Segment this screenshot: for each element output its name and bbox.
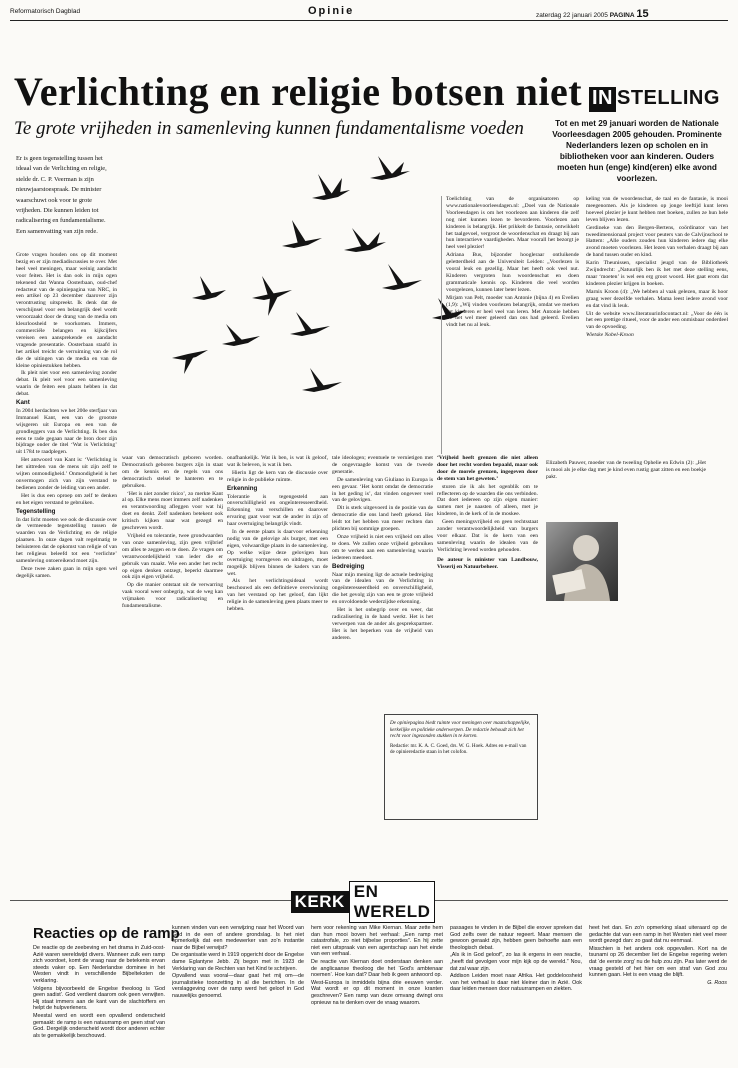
article-col2-p2: ‘Het is niet zonder risico’, zo merkte Kant al op. Elke mens moet immers zelf nadenken en verantwoording afleggen voor wat hij doet en denkt. Zelf nadenken betekent ook kritisch kijken naar wat gezegd en geschreven wordt. bbox=[122, 490, 223, 532]
bottom-heading: Reacties op de ramp bbox=[33, 925, 180, 942]
kerk-label: KERK bbox=[291, 891, 349, 913]
bottom-col1-p1: De reactie op de zeebeving en het drama in Zuid-oost-Azië waren wereldwijd divers. Wanneer zulk een ramp zich voordoet, komt de vraag naar de betekenis ervan steeds vaker op. Een Nederlandse dominee in het Westen vindt in verschillende Bijbelteksten de verklaring. bbox=[33, 945, 165, 984]
goose-3 bbox=[282, 220, 322, 248]
goose-6 bbox=[252, 276, 292, 316]
goose-1 bbox=[312, 174, 350, 200]
bottom-col2-p1: kunnen vinden van een verwijzing naar het Woord van God in de een of andere grondslag. Is het niet opmerkelijk dat een medewerker van zo'n instantie naar de Bijbel verwijst? bbox=[172, 925, 304, 951]
article-col3-p1: onafhankelijk. Wat ik ben, is wat ik geloof, wat ik beleven, is wat ik ben. bbox=[227, 455, 328, 468]
bottom-col4-p2: „Als ik in God geloof”, zo las ik ergens in een reactie, „heeft dat gevolgen voor mijn kijk op de wereld.” Nou, dat zal waar zijn. bbox=[450, 952, 582, 972]
stelling-col1-p1: Toelichting van de organisatoren op www.nationalevoorleesdagen.nl: „Doel van de Nationale Voorleesdagen is om het voorlezen aan kinderen die zelf nog niet kunnen lezen te bevorderen. Voorlezen aan kinderen is belangrijk. Het prikkelt de fantasie, ontwikkelt het taalgevoel, vergroot de woordenschat en draagt bij aan hun interactieve vaardigheden. Maar voorall het bezorgt je heel veel plezier! bbox=[446, 196, 579, 251]
masthead-paper-name: Reformatorisch Dagblad bbox=[10, 8, 81, 15]
article-kant-p3: Het is dus een oproep om zelf te denken en het eigen verstand te gebruiken. bbox=[16, 492, 117, 506]
wereld-label: EN WERELD bbox=[349, 881, 436, 923]
stelling-intro: Tot en met 29 januari worden de Nationale Voorleesdagen 2005 gehouden. Prominente Nederlanders lezen op scholen en in bibliotheken voor aan kinderen. Ouders moeten hun (enge) kind(eren) elke avond voorlezen. bbox=[552, 119, 722, 183]
article-col5-p3: Geen meningsvrijheid en geen rechtsstaat zonder verantwoordelijkheid van burgers voor elkaar. Dat is de kern van een samenleving waarin de idealen van de Verlichting levend worden gehouden. bbox=[437, 519, 538, 553]
article-kant-p2: Het antwoord van Kant is: ‘Verlichting is het uittreden van de mens uit zijn zelf te wijten onmondigheid.’ Onmondigheid is het onvermogen zich van zijn verstand te bedienen zonder de leiding van een ander. bbox=[16, 457, 117, 491]
stelling-signature: Wietske Nobel-Kroon bbox=[586, 332, 634, 339]
goose-8 bbox=[192, 276, 226, 300]
article-signature: De auteur is minister van Landbouw, Visserij en Natuurbeheer. bbox=[437, 556, 538, 570]
bottom-column-5 bbox=[589, 925, 727, 1063]
goose-2 bbox=[370, 156, 410, 180]
masthead-date-line bbox=[536, 8, 649, 20]
article-heading-tegenstelling: Tegenstelling bbox=[16, 507, 56, 515]
article-subhead: Te grote vrijheden in samenleving kunnen fundamentalisme voeden bbox=[14, 118, 524, 139]
stelling-column-1 bbox=[441, 196, 579, 454]
bottom-col4-p3: Addison Leiden moet naar Afrika. Het goddeloosheid van het verhaal is daar niet kleiner dan in Azië. Ook daar leiden mensen door natuurrampen en ziekten. bbox=[450, 973, 582, 993]
in-stelling-label-stelling: STELLING bbox=[617, 87, 720, 109]
article-col2-p1: waar van democratisch geboren worden. Democratisch geboren burgers zijn in staat om de kennis en de regels van ons democratisch stelsel te hanteren en te gebruiken. bbox=[122, 455, 223, 489]
article-erkenning-p3: Als het verlichtingsideaal wordt beschouwd als een definitieve overwinning van het verstand op het geloof, dan lijkt religie in de samenleving geen plaats meer te hebben. bbox=[227, 578, 328, 613]
article-col4-p3: Dit is sterk uitgevoerd in de positie van de democratie die ons land heeft gekend. Het leidt tot het hebben van meer rechten dan plichten bij sommige groepen. bbox=[332, 505, 433, 533]
article-intro: Er is geen tegenstelling tussen het ideaal van de Verlichting en religie, stelde dr. C. P. Veerman is zijn nieuwjaarstoespraak. De minister waarschuwt ook voor te grote vrijheden. Die kunnen leiden tot radicalisering en fundamentalisme. Een samenvatting van zijn rede. bbox=[16, 155, 107, 235]
article-col3-p2: Hierin ligt de kern van de discussie over religie in de publieke ruimte. bbox=[227, 469, 328, 483]
article-column-3 bbox=[227, 455, 328, 873]
article-heading-kant: Kant bbox=[16, 399, 30, 407]
article-col2-p3: Vrijheid en tolerantie, twee grondwaarden van onze samenleving, zijn geen vrijbrief om alles te zeggen en te doen. Ze vragen om verantwoordelijkheid van ieder die er gebruik van maakt. Wie een ander het recht op eigen denken ontzegt, beperkt daarmee ook zijn eigen vrijheid. bbox=[122, 532, 223, 581]
article-col4-p2: De samenleving van Giuliano in Europa is een gevaar. ‘Het komt omdat de democratie in het geding is’, dat vinden ongeveer veel van de gelovigen. bbox=[332, 476, 433, 504]
bottom-col3-p2: De reactie van Kiernan doet onderstaan denken aan de anglicaanse theoloog die het ‘God’s ambtenaar noemen’. Hoe kan dat? Daar heb ik geen antwoord op. bbox=[311, 958, 443, 979]
article-erkenning-p2: In de eerste plaats is daarvoor erkenning nodig van de gelovige als burger, met een eigen, volwaardige plaats in de samenleving. Op welke wijze deze gelovigen hun overtuiging vormgeven en uitdragen, moet mogelijk blijven binnen de kaders van de wet. bbox=[227, 529, 328, 577]
article-col4-p1: tale ideologen; eventuele te vernietigen met de ongevraagde komst van de tweede generatie. bbox=[332, 455, 433, 475]
article-kant-p1: In 2004 herdachten we het 200e sterfjaar van Immanuel Kant, een van de grootste wijsgeren uit Europa en een van de grondleggers van de Verlichting. Ik ben dus eens te rade gegaan naar de bron door zijn bijdrage onder de titel ‘Wat is Verlichting’ uit 1784 te raadplegen. bbox=[16, 407, 117, 456]
bottom-col2-p2: De organisatie werd in 1919 opgericht door de Engelse dame Eglantyne Jebb. Zij begon met in 1923 de Verklaring van de Rechten van het Kind te schrijven. bbox=[172, 952, 304, 972]
article-column-2 bbox=[122, 455, 223, 873]
article-erkenning-p1: Tolerantie is tegengesteld aan onverschilligheid en ongeïnteresseerdheid. Erkenning van verschillen en daarover ervaring gaat voor wat de ander in zijn of haar overtuiging belangrijk vindt. bbox=[227, 493, 328, 528]
article-column-5 bbox=[437, 455, 538, 707]
stelling-col2-p3: Karin Theunissen, specialist jeugd van de Bibliotheek Zwijndrecht: „Natuurlijk ben ik het met deze stelling eens, maar ‘moeten’ is wel een erg groot woord. Het gaat erom dat kinderen plezier krijgen in boeken. bbox=[586, 260, 728, 287]
bottom-signature: G. Roos bbox=[707, 979, 727, 986]
article-bedreiging-p2: Het is het onbegrip over en weer, dat radicalisering in de hand werkt. Het is het verwerpen van de ander als gesprekspartner. Het is het beperken van de vrijheid van anderen. bbox=[332, 607, 433, 641]
info-box-text: De opiniepagina biedt ruimte voor meningen over maatschappelijke, kerkelijke en politieke onderwerpen. De redactie behoudt zich het recht voor ingezonden stukken in te korten. bbox=[390, 720, 531, 739]
article-column-1 bbox=[16, 252, 117, 872]
in-stelling-badge bbox=[589, 87, 720, 112]
bottom-col3-p3: West-Europa is inmiddels bijna drie eeuwen verder. Wat wordt er op dit moment in onze kranten geschreven? Een ramp van deze omvang dwingt ons opnieuw na te denken over de vraag waarom. bbox=[311, 979, 443, 1006]
kerk-en-wereld-badge bbox=[294, 882, 431, 921]
goose-5 bbox=[382, 264, 422, 290]
stelling-col1-p4: Elizabeth Pauwer, moeder van de tweeling Ophelie en Edwin (2): „Het is mooi als je elke dag met je kind even rustig gaat zitten en een boekje pakt. bbox=[546, 460, 706, 480]
article-col1-p1: Grote vragen houden ons op dit moment bezig en er zijn mediadiscussies te over. Met heel veel meningen, maar weinig aandacht voor feiten. Het is dan ook in mijn ogen tekenend dat Wanna Oosterbaan, oud-chef redacteur van de opiniepagina van NRC, in een artikel op 23 december daarover zijn verontrusting uitspreekt. Ik denk dat de verschijnsel voor een belangrijk deel wordt veroorzaakt door de drang van de media om kleurloosheid te voorkomen. Immers, commerciële belangen en kijkcijfers vereisen een aansprekende en aandacht vragende presentatie. Oosterbaan staafd in het artikel treicht de verruiming van de rol die de uitingen van de media en van de kleine opiniestukken hebben. bbox=[16, 252, 117, 369]
stelling-col1-p2: Adriana Bus, bijzonder hoogleraar ontluikende geletterdheid aan de Universiteit Leiden: „Voorlezen is vooral leuk en gezellig. Maar het heeft ook veel nut. Kinderen vergroten hun woordenschat en doen grammaticale kennis op. Kinderen die veel worden voorgelezen, kunnen later beter lezen. bbox=[446, 252, 579, 293]
article-heading-bedreiging: Bedreiging bbox=[332, 562, 365, 570]
article-quote: ‘Vrijheid heeft grenzen die niet alleen door het recht worden bepaald, maar ook door de morele grenzen, ingegeven door de stem van het geweten.’ bbox=[437, 455, 538, 482]
stelling-column-2 bbox=[586, 196, 728, 868]
bottom-col2-p3: Opvallend was vooral—daar gaat het mij om—de journalistieke toonzetting in al die berichten. In de verslaggeving over de ramp werd het geloof in God nauwelijks genoemd. bbox=[172, 973, 304, 999]
goose-7 bbox=[290, 312, 330, 336]
article-col2-p4: Op die manier ontstaat uit de verwarring vaak vooral weer onbegrip, wat de weg kan vrijmaken voor radicalisering en fundamentalisme. bbox=[122, 582, 223, 610]
bottom-col5-p1: heet het dan. En zo'n opmerking slaat uiteraard op de gedachte dat van een ramp in het Westen niet veel meer wordt gezegd dan: zo gaat dat nu eenmaal. bbox=[589, 925, 727, 945]
bottom-column-3 bbox=[311, 925, 443, 1063]
bottom-col5-p2: Misschien is het anders ook opgevallen. Kort na de tsunami op 26 december liet de Engelse regering weten dat ‘de eerste zorg’ nu de hulp zou zijn. Pas later werd de vraag gesteld of het hier om een straf van God zou kunnen gaan. Het is een vraag die blijft. bbox=[589, 945, 727, 979]
stelling-col2-p5: Uit de website www.literatuurinfocontact.nl: „Voor de één is het een prettige ritueel, voor de ander een onmisbaar onderdeel van de opvoeding. bbox=[586, 310, 728, 331]
masthead-page-label: PAGINA bbox=[609, 12, 635, 19]
info-box-contact: Redactie: mr. K. A. C. Goed, drs. W. G. Hoek. Adres en e-mail van de opinieredactie staan in het colofon. bbox=[390, 742, 527, 755]
bottom-col1-p2: Volgens bijvoorbeeld de Engelse theoloog is ‘God geen sadist’. God verdient daarom ook geen verwijten. Hij staat immers aan de kant van de slachtoffers en helpt de hulpverleners. bbox=[33, 985, 165, 1012]
article-col4-p4: Onze vrijheid is niet een vrijheid om alles te doen. We zullen onze vrijheid gebruiken om te werken aan een samenleving waarin iedereen meedoet. bbox=[332, 533, 433, 561]
goose-9 bbox=[222, 324, 260, 346]
article-tegenstelling-p2: Deze twee zaken gaan in mijn ogen wel degelijk samen. bbox=[16, 565, 117, 579]
info-box bbox=[384, 714, 538, 820]
goose-11 bbox=[302, 368, 342, 392]
article-heading-erkenning: Erkenning bbox=[227, 484, 258, 492]
goose-10 bbox=[172, 350, 208, 374]
masthead-page-number: 15 bbox=[636, 8, 649, 20]
bottom-column-4 bbox=[450, 925, 582, 1063]
stelling-col2-p1: keling van de woordenschat, de taal en de fantasie, is mooi meegenomen. Als je kinderen op jonge leeftijd kunt leren hoeveel plezier je kunt hebben met boeken, zullen ze hun hele leven blijven lezen. bbox=[586, 196, 728, 223]
bottom-col3-p1: hem voor rekening van Mike Kiernan. Maar zette hem dan hun mooi boven het verhaal: „Een ramp met catastrofale, zo niet bijbelse proporties”. En hij zette niet een uitspraak van een agentschap aan het einde van een verhaal. bbox=[311, 925, 443, 958]
article-headline: Verlichting en religie botsen niet bbox=[14, 69, 583, 114]
goose-4 bbox=[344, 228, 386, 252]
masthead-section: Opinie bbox=[308, 5, 355, 17]
stelling-col1-p3: Mirjam van Pelt, moeder van Antonie (bijna 4) en Evelien (1,9): „Wij vinden voorlezen belangrijk, omdat we merken dat kinderen er heel veel van leren. Met Antonie hebben we het wel meer geleerd dan ons had geleerd. Evelien vindt het nu al leuk. bbox=[446, 294, 579, 329]
geese-flock bbox=[172, 156, 466, 392]
bottom-column-2 bbox=[172, 925, 304, 1063]
masthead-date: zaterdag 22 januari 2005 bbox=[536, 12, 608, 19]
stelling-col2-p4: Marnix Kroon (4): „We hebben al vaak gelezen, maar ik hoor graag weer dezelfde verhalen. Mama leest iedere avond voor en dat vind ik leuk. bbox=[586, 288, 728, 309]
bottom-col4-p1: passages te vinden in de Bijbel die erover spreken dat God zelfs over de natuur regeert. Maar mensen die gewoon geraakt zijn, hebben geen behoefte aan een theologisch debat. bbox=[450, 925, 582, 951]
article-bedreiging-p1: Naar mijn mening ligt de actuele bedreiging van de idealen van de Verlichting in ongeïnteresseerdheid en onverschilligheid, die het gevolg zijn van een te grote vrijheid en onvoldoende wederzijdse erkenning. bbox=[332, 571, 433, 606]
bottom-col1-p3: Meestal werd en wordt een opvallend onderscheid gemaakt: de ramp is een natuurramp en geen straf van God. Dergelijk onderscheid wordt door anderen echter als te gemakkelijk beschouwd. bbox=[33, 1012, 165, 1039]
stelling-col2-p2: Gerdineke van den Bergen-Bertens, coördinator van het tweedimensionaal project voor peuters van de Calvijnschool te Hattem: „Alle ouders zouden hun kinderen iedere dag elke avond moeten voorlezen. Het lezen van verhalen draagt bij aan de band tussen ouder en kind. bbox=[586, 224, 728, 259]
article-tegenstelling-p1: In dat licht moeten we ook de discussie over de vermeende tegenstelling tussen de waarden van de Verlichting en de religie plaatsen. In onze dagen valt regelmatig te beluisteren dat de opkomst van religie of van het religieus beleefd tot een ‘verlichte’ samenleving ontoereikend moet zijn. bbox=[16, 516, 117, 564]
article-col1-p2: Ik pleit niet voor een samenleving zonder debat. Ik pleit wel voor een samenleving waarin de feiten een plaats hebben in dat debat. bbox=[16, 370, 117, 398]
masthead-rule bbox=[10, 20, 728, 21]
in-stelling-label-in: IN bbox=[589, 87, 616, 112]
article-col5-p2: sturen zie ik als het ogenblik om te reflecteren op de waarden die ons verbinden. Dat doet iedereen op zijn eigen manier: samen met je naasten of alleen, met je kinderen, in de kerk of in de moskee. bbox=[437, 483, 538, 518]
bottom-column-1 bbox=[33, 945, 165, 1063]
